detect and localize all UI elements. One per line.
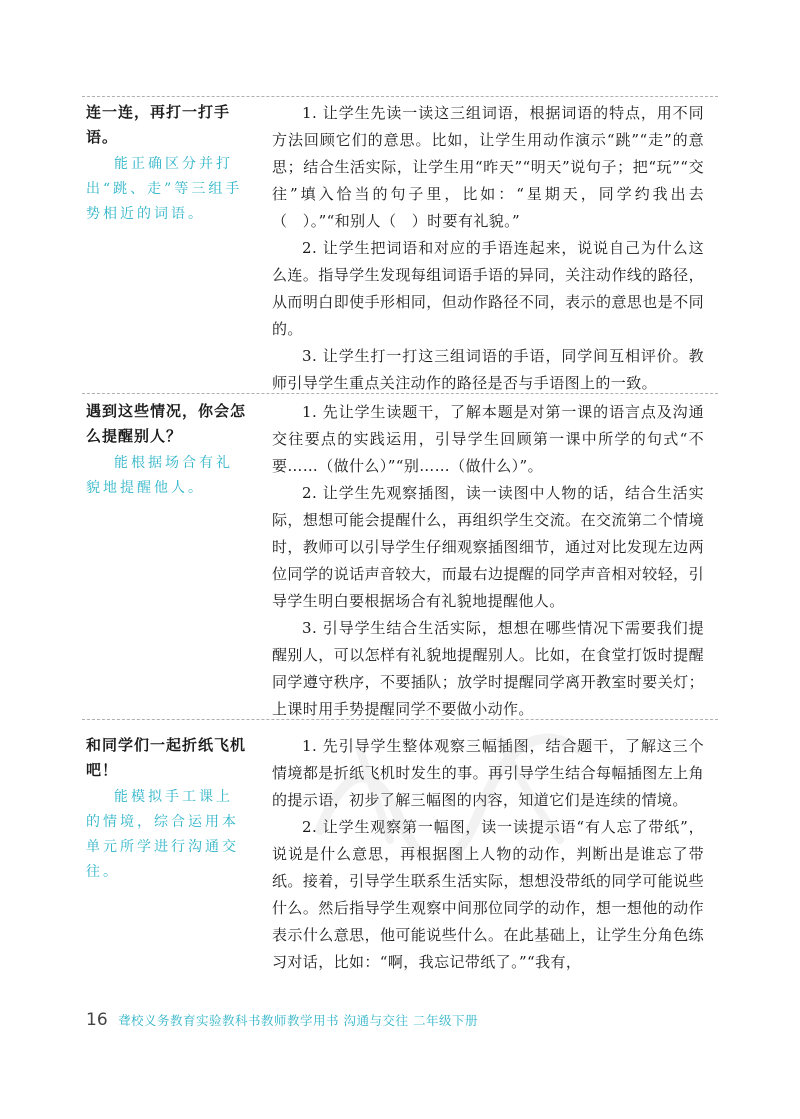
section-goal: 能模拟手工课上的情境，综合运用本单元所学进行沟通交往。: [86, 789, 239, 880]
section-sidebar: [86, 100, 246, 227]
section-divider: [82, 96, 718, 97]
page-footer: [86, 1008, 718, 1032]
section-divider: [82, 393, 718, 394]
body-paragraph: 2. 让学生把词语和对应的手语连起来，说说自己为什么这么连。指导学生发现每组词语手语的异同，关注动作线的路径，从而明白即使手形相同，但动作路径不同，表示的意思也是不同的。: [272, 239, 704, 338]
section-goal: 能根据场合有礼貌地提醒他人。: [86, 455, 233, 496]
body-paragraph: 2. 让学生观察第一幅图，读一读提示语“有人忘了带纸”，说说是什么意思，再根据图上人物的动作，判断出是谁忘了带纸。接着，引导学生联系生活实际，想想没带纸的同学可能说些什么。然后指导学生观察中间那位同学的动作，想一想他的动作表示什么意思，他可能说些什么。在此基础上，让学生分角色练习对话，比如：“啊，我忘记带纸了。”“我有，: [272, 818, 704, 971]
watermark-decoration: [300, 710, 600, 860]
book-title: 聋校义务教育实验教科书教师教学用书 沟通与交往 二年级下册: [118, 1013, 478, 1028]
section-body: [272, 399, 704, 723]
body-paragraph: 3. 引导学生结合生活实际，想想在哪些情况下需要我们提醒别人，可以怎样有礼貌地提醒别人。比如，在食堂打饭时提醒同学遵守秩序，不要插队；放学时提醒同学离开教室时要关灯；上课时用手势提醒同学不要做小动作。: [272, 619, 704, 718]
body-paragraph: 1. 先让学生读题干，了解本题是对第一课的语言点及沟通交往要点的实践运用，引导学生回顾第一课中所学的句式“不要……（做什么）”“别……（做什么）”。: [272, 403, 704, 475]
body-paragraph: 2. 让学生先观察插图，读一读图中人物的话，结合生活实际，想想可能会提醒什么，再组织学生交流。在交流第二个情境时，教师可以引导学生仔细观察插图细节，通过对比发现左边两位同学的说话声音较大，而最右边提醒的同学声音相对较轻，引导学生明白要根据场合有礼貌地提醒他人。: [272, 484, 704, 610]
body-paragraph: 3. 让学生打一打这三组词语的手语，同学间互相评价。教师引导学生重点关注动作的路径是否与手语图上的一致。: [272, 347, 704, 392]
body-paragraph: 1. 先引导学生整体观察三幅插图，结合题干，了解这三个情境都是折纸飞机时发生的事。再引导学生结合每幅插图左上角的提示语，初步了解三幅图的内容，知道它们是连续的情境。: [272, 737, 704, 809]
page-number: 16: [86, 1010, 108, 1030]
section-goal: 能正确区分并打出“跳、走”等三组手势相近的词语。: [86, 156, 243, 222]
section-heading: 遇到这些情况，你会怎么提醒别人？: [86, 402, 247, 445]
section-heading: 和同学们一起折纸飞机吧！: [86, 736, 247, 779]
section-sidebar: [86, 399, 246, 501]
body-paragraph: 1. 让学生先读一读这三组词语，根据词语的特点，用不同方法回顾它们的意思。比如，让学生用动作演示“跳”“走”的意思；结合生活实际，让学生用“昨天”“明天”说句子；把“玩”“交往”填入恰当的句子里，比如：“星期天，同学约我出去（ ）。”“和别人（ ）时要有礼貌。”: [272, 104, 704, 230]
section-heading: 连一连，再打一打手语。: [86, 103, 231, 146]
section-sidebar: [86, 733, 246, 885]
section-body: [272, 100, 704, 397]
